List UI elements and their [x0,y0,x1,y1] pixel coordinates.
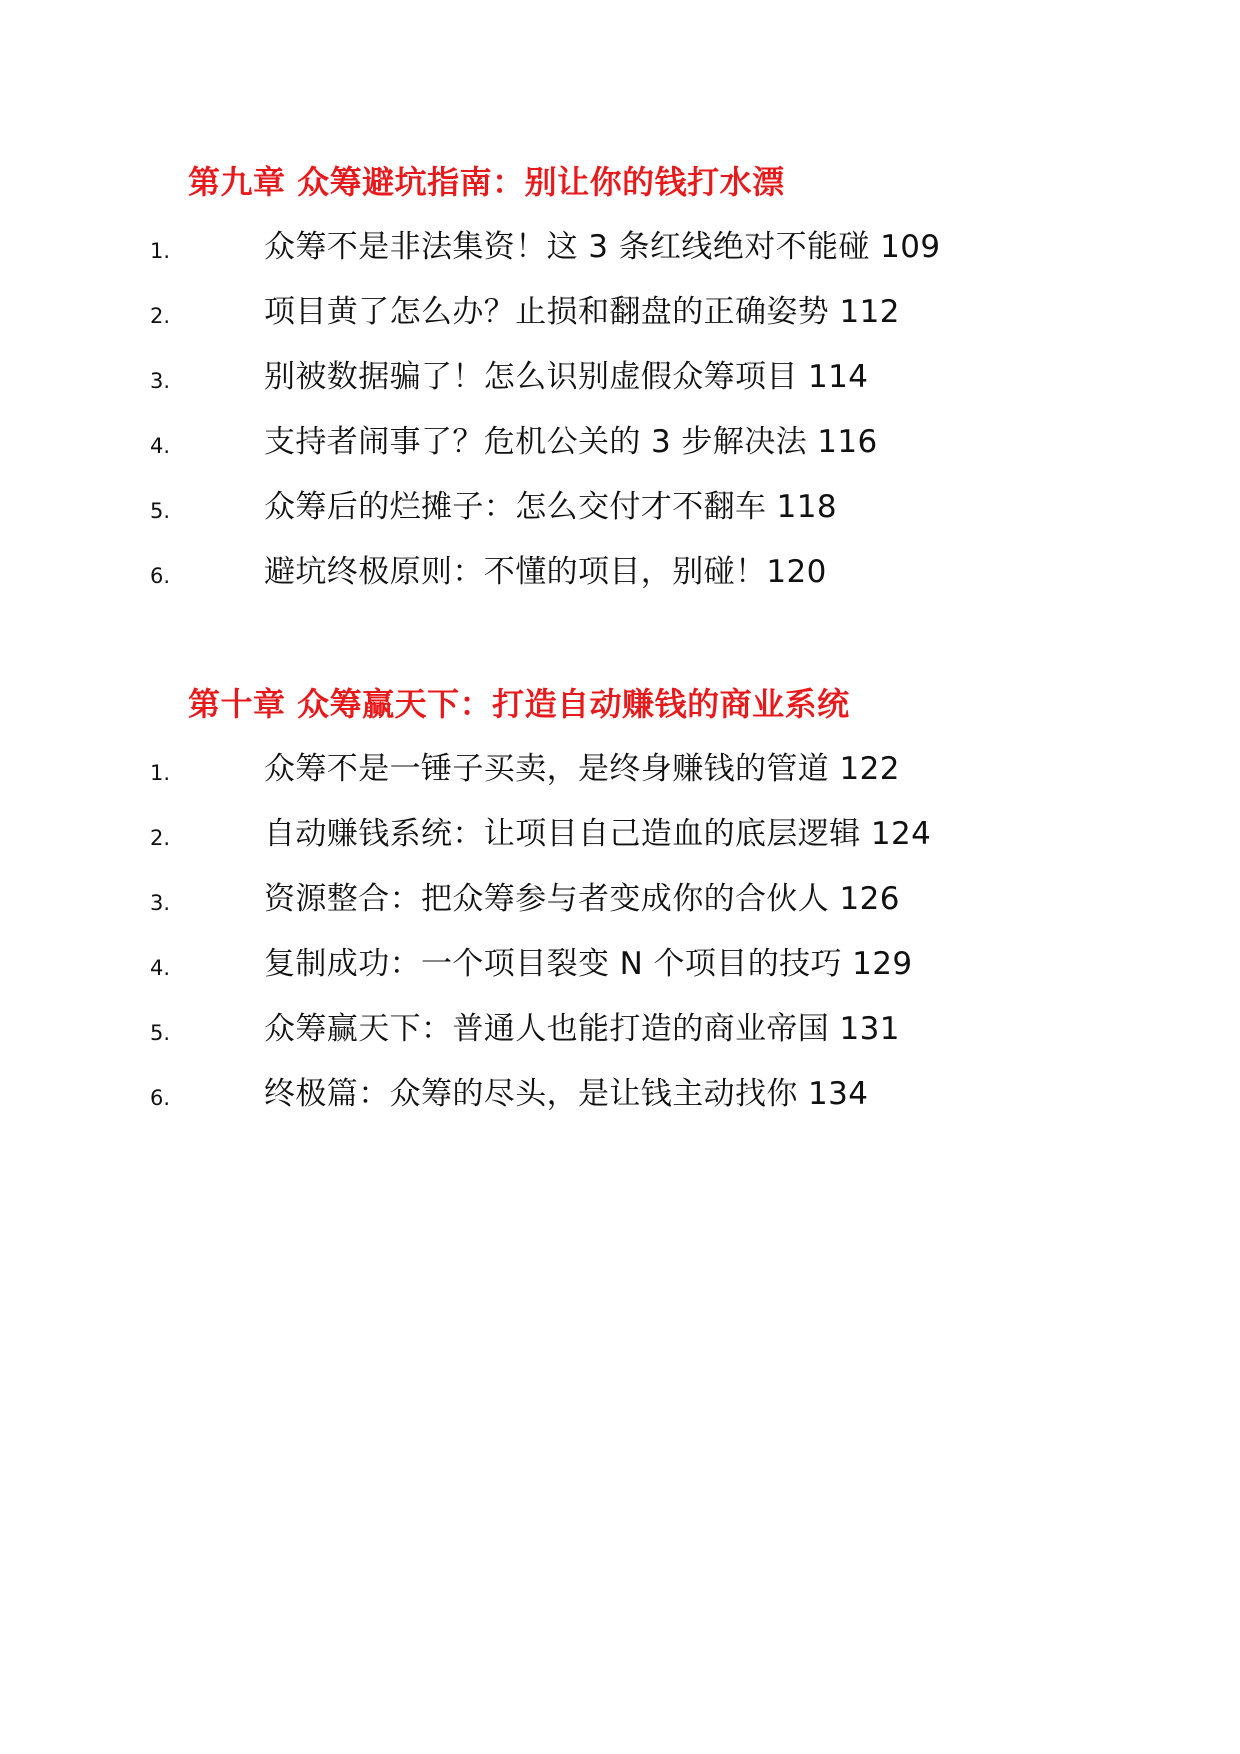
toc-entry-number: 2. [150,304,171,328]
toc-entry-number: 5. [150,499,171,523]
toc-entry-text: 资源整合：把众筹参与者变成你的合伙人 126 [264,881,900,917]
toc-entry [0,422,1240,462]
toc-entry-number: 4. [150,434,171,458]
toc-entry-text: 避坑终极原则：不懂的项目，别碰！120 [264,554,827,590]
chapter-title: 第九章 众筹避坑指南：别让你的钱打水漂 [188,163,785,201]
toc-entry-text: 终极篇：众筹的尽头，是让钱主动找你 134 [264,1076,869,1112]
toc-entry-number: 5. [150,1021,171,1045]
toc-entry-number: 3. [150,369,171,393]
toc-entry-text: 别被数据骗了！怎么识别虚假众筹项目 114 [264,359,869,395]
toc-entry-number: 3. [150,891,171,915]
toc-entry-text: 项目黄了怎么办？止损和翻盘的正确姿势 112 [264,294,900,330]
toc-entry [0,552,1240,592]
toc-entry-number: 2. [150,826,171,850]
toc-entry [0,1074,1240,1114]
toc-entry [0,814,1240,854]
toc-entry [0,487,1240,527]
toc-entry-number: 1. [150,239,171,263]
chapter-title: 第十章 众筹赢天下：打造自动赚钱的商业系统 [188,685,850,723]
toc-entry-text: 支持者闹事了？危机公关的 3 步解决法 116 [264,424,878,460]
toc-entry [0,292,1240,332]
toc-entry-number: 6. [150,1086,171,1110]
toc-entry-text: 众筹赢天下：普通人也能打造的商业帝国 131 [264,1011,900,1047]
toc-entry-text: 自动赚钱系统：让项目自己造血的底层逻辑 124 [264,816,932,852]
toc-entry [0,749,1240,789]
toc-entry-text: 众筹后的烂摊子：怎么交付才不翻车 118 [264,489,838,525]
toc-entry [0,879,1240,919]
toc-entry-number: 1. [150,761,171,785]
toc-entry [0,227,1240,267]
toc-entry [0,357,1240,397]
toc-entry-number: 6. [150,564,171,588]
toc-entry-text: 众筹不是一锤子买卖，是终身赚钱的管道 122 [264,751,900,787]
toc-entry-text: 复制成功：一个项目裂变 N 个项目的技巧 129 [264,946,913,982]
toc-entry [0,944,1240,984]
toc-entry-number: 4. [150,956,171,980]
toc-entry-text: 众筹不是非法集资！这 3 条红线绝对不能碰 109 [264,229,941,265]
toc-entry [0,1009,1240,1049]
